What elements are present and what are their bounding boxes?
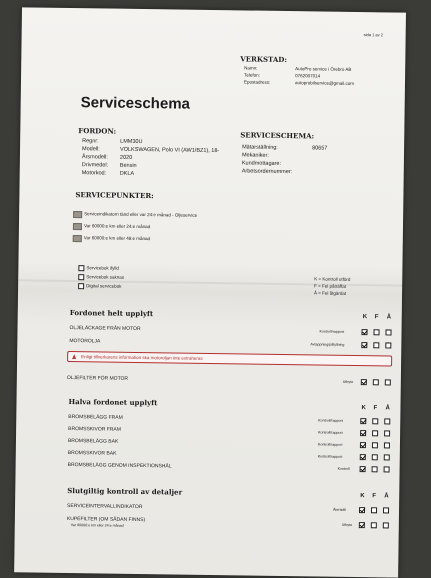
row-brake-pads-inspection-k-checkbox[interactable]: [360, 466, 366, 472]
row-cabin-filter-action: Utbyte: [341, 522, 353, 527]
row-service-indicator-action: Återställ: [333, 507, 347, 512]
row-brake-pads-rear-action: Kontroll/rapport: [317, 442, 343, 447]
servicebook-missing-label: Servicebok saknas: [86, 274, 125, 280]
workshop-name-label: Namn:: [244, 65, 258, 71]
schedule-mileage-value: 80657: [312, 145, 328, 152]
servicebook-filled-checkbox[interactable]: [78, 265, 84, 271]
vehicle-regnr-label: Regnr:: [82, 138, 99, 145]
row-brake-discs-front: BROMSSKIVOR FRAM: [68, 426, 121, 433]
row-brake-pads-inspection-action: Kontroll: [337, 466, 350, 471]
row-engine-oil: MOTOROLJA: [69, 338, 101, 345]
page-title: Serviceschema: [80, 94, 191, 113]
service-point-2: Var 60000:e km eller 24:e månad: [83, 223, 151, 230]
row-brake-discs-rear-a-checkbox[interactable]: [384, 454, 390, 460]
row-engine-oil-action: Avtappning/påfyllning: [310, 342, 345, 347]
workshop-email-label: Epostadress:: [243, 79, 271, 85]
vehicle-regnr-value: LMM30U: [120, 138, 143, 146]
row-brake-pads-front-action: Kontroll/rapport: [318, 418, 343, 423]
servicebook-missing-checkbox[interactable]: [78, 274, 84, 280]
row-engine-oil-a-checkbox[interactable]: [385, 342, 391, 348]
row-oil-filter-action: Utbyte: [342, 379, 354, 384]
vehicle-year-label: Årsmodell:: [81, 154, 108, 161]
vehicle-model-value: VOLKSWAGEN, Polo VI (AW1/BZ1), 18-: [119, 146, 220, 155]
vehicle-fuel-value: Bensin: [119, 162, 137, 169]
page-number: sida 1 av 2: [363, 32, 384, 38]
row-oil-filter: OLJEFILTER FÖR MOTOR: [66, 374, 129, 382]
row-brake-pads-inspection: BROMSBELÄGG GENOM INSPEKTIONSHÅL: [67, 462, 172, 470]
vehicle-fuel-label: Drivmedel:: [81, 162, 109, 169]
row-brake-pads-rear-f-checkbox[interactable]: [372, 442, 378, 448]
schedule-mechanic-label: Mekaniker:: [241, 152, 269, 159]
row-brake-discs-rear-f-checkbox[interactable]: [372, 454, 378, 460]
row-brake-pads-front-f-checkbox[interactable]: [372, 418, 378, 424]
vehicle-engine-value: DKLA: [119, 170, 135, 177]
row-brake-pads-front: BROMSBELÄGG FRAM: [68, 414, 123, 421]
row-oil-leak-f-checkbox[interactable]: [373, 329, 379, 335]
col-f-header: F: [372, 493, 376, 500]
row-oil-filter-a-checkbox[interactable]: [385, 379, 391, 385]
row-brake-pads-front-a-checkbox[interactable]: [384, 418, 390, 424]
row-brake-discs-front-a-checkbox[interactable]: [384, 430, 390, 436]
schedule-heading: SERVICESCHEMA:: [240, 130, 315, 141]
vehicle-year-value: 2020: [119, 154, 133, 161]
row-cabin-filter-interval: Var 60000:e km eller 24:e månad: [70, 523, 124, 528]
col-a-header: Å: [384, 493, 389, 500]
workshop-phone-value: 0762007014: [295, 73, 321, 79]
col-k-header: K: [361, 405, 366, 412]
workshop-email-value: autoprobilservice@gmail.com: [294, 80, 355, 86]
legend-a: Å = Fel åtgärdat: [314, 290, 347, 296]
row-service-indicator-f-checkbox[interactable]: [371, 507, 377, 513]
row-oil-filter-f-checkbox[interactable]: [373, 379, 379, 385]
service-document: [14, 7, 406, 577]
section2-heading: Halva fordonet upplyft: [68, 397, 158, 408]
col-a-header: Å: [385, 405, 390, 412]
row-brake-discs-rear: BROMSSKIVOR BAK: [67, 450, 117, 457]
service-point-icon: [73, 235, 82, 242]
row-service-indicator: SERVICEINTERVALLINDIKATOR: [67, 502, 143, 511]
col-k-header: K: [362, 314, 368, 321]
warning-banner: [67, 351, 392, 367]
vehicle-model-label: Modell:: [82, 146, 100, 153]
row-engine-oil-f-checkbox[interactable]: [373, 342, 379, 348]
row-brake-discs-rear-k-checkbox[interactable]: [360, 454, 366, 460]
row-brake-discs-front-k-checkbox[interactable]: [360, 430, 366, 436]
row-oil-filter-k-checkbox[interactable]: [361, 379, 367, 385]
row-cabin-filter: KUPÉFILTER (OM SÅDAN FINNS): [66, 515, 146, 524]
schedule-workorder-label: Arbetsordernummer:: [241, 168, 293, 176]
col-f-header: F: [374, 314, 379, 321]
section3-heading: Slutgiltig kontroll av detaljer: [67, 485, 183, 497]
legend-f: F = Fel påträffat: [314, 283, 347, 289]
vehicle-engine-label: Motorkod:: [81, 170, 107, 177]
row-brake-pads-inspection-f-checkbox[interactable]: [372, 466, 378, 472]
row-brake-pads-rear-k-checkbox[interactable]: [360, 442, 366, 448]
row-brake-discs-rear-action: Kontroll/rapport: [317, 454, 343, 459]
col-f-header: F: [373, 405, 378, 412]
row-oil-leak: OLJELÄCKAGE FRÅN MOTOR: [69, 325, 141, 333]
vehicle-heading: FORDON:: [78, 126, 117, 136]
row-brake-pads-rear: BROMSBELÄGG BAK: [67, 438, 119, 445]
row-service-indicator-k-checkbox[interactable]: [359, 507, 365, 513]
service-point-1: Serviceindikatorn tänd eller var 24:e månad - Oljeservice: [84, 211, 198, 218]
servicebook-digital-label: Digital servicebok: [86, 283, 122, 289]
service-point-icon: [73, 211, 82, 218]
servicebook-filled-label: Servicebok ifylld: [86, 265, 119, 271]
row-brake-pads-front-k-checkbox[interactable]: [360, 418, 366, 424]
row-brake-discs-front-f-checkbox[interactable]: [372, 430, 378, 436]
row-engine-oil-k-checkbox[interactable]: [361, 342, 367, 348]
section1-heading: Fordonet helt upplyft: [69, 308, 154, 319]
row-oil-leak-a-checkbox[interactable]: [385, 329, 391, 335]
row-cabin-filter-a-checkbox[interactable]: [383, 522, 389, 528]
row-brake-pads-inspection-a-checkbox[interactable]: [384, 466, 390, 472]
service-point-3: Var 60000:e km eller 48:e månad: [83, 235, 151, 242]
warning-text: Enligt tillverkarens information ska motoroljan inte extraheras: [81, 353, 203, 361]
col-a-header: Å: [386, 314, 392, 321]
row-cabin-filter-k-checkbox[interactable]: [359, 522, 365, 528]
schedule-mileage-label: Mätarställning:: [242, 144, 278, 151]
row-oil-leak-k-checkbox[interactable]: [361, 329, 367, 335]
service-point-icon: [73, 223, 82, 230]
workshop-name-value: AutoPro service i Örebro AB: [295, 66, 352, 72]
row-cabin-filter-f-checkbox[interactable]: [371, 522, 377, 528]
service-points-heading: SERVICEPUNKTER:: [75, 190, 154, 201]
col-k-header: K: [360, 493, 365, 500]
legend-k: K = Kontroll utförd: [314, 276, 351, 282]
schedule-receiver-label: Kundmottagare:: [241, 160, 282, 167]
warning-icon: [72, 354, 76, 359]
row-oil-leak-action: Kontroll/rapport: [319, 329, 345, 334]
row-service-indicator-a-checkbox[interactable]: [383, 507, 389, 513]
servicebook-digital-checkbox[interactable]: [78, 283, 84, 289]
row-brake-discs-front-action: Kontroll/rapport: [318, 430, 343, 435]
workshop-heading: VERKSTAD:: [240, 54, 288, 65]
row-brake-pads-rear-a-checkbox[interactable]: [384, 442, 390, 448]
workshop-phone-label: Telefon:: [244, 72, 260, 78]
